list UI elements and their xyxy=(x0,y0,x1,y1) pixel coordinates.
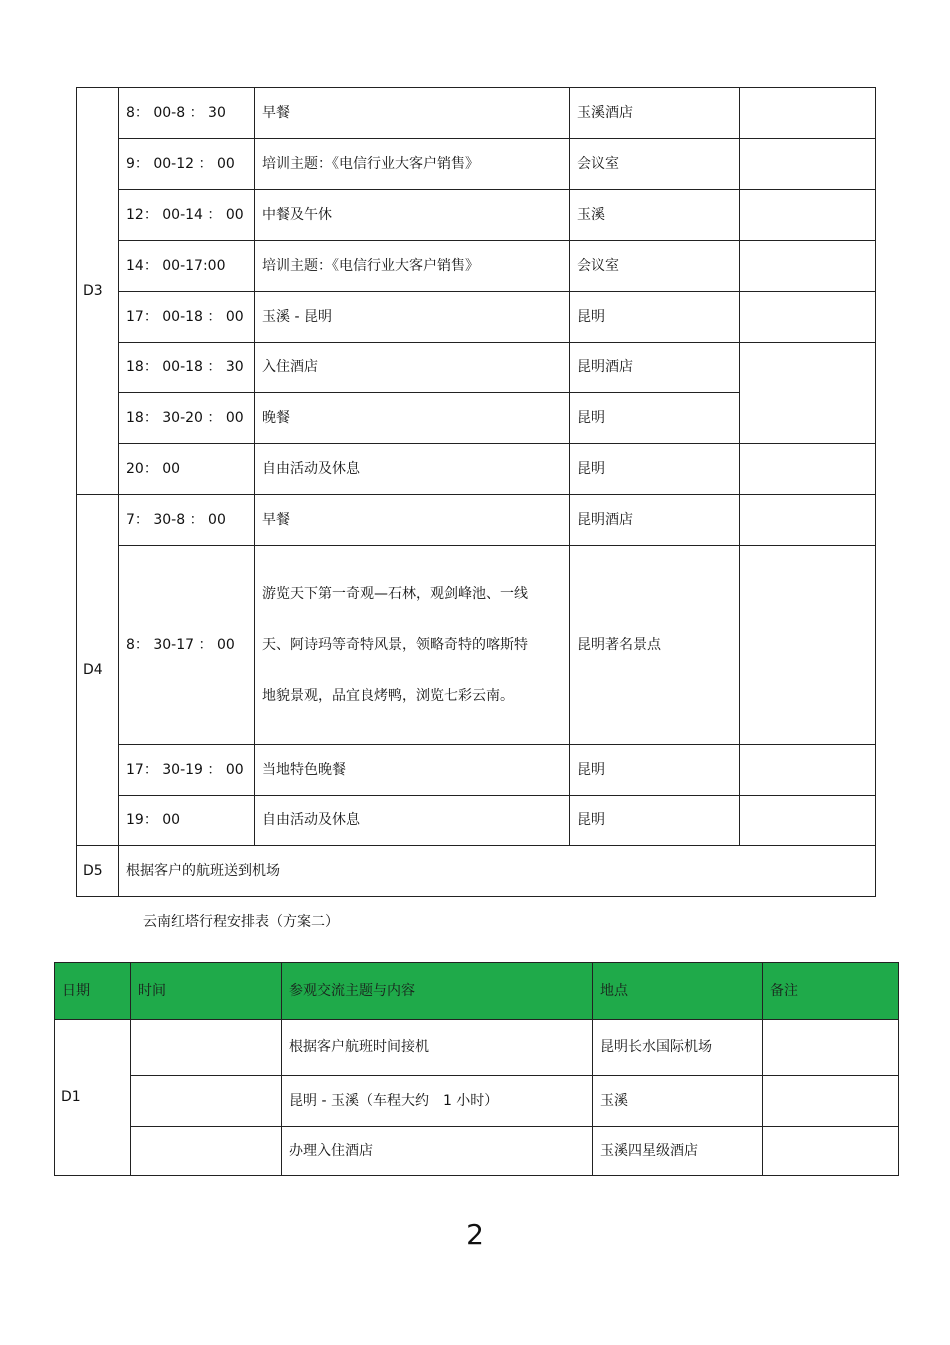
time-cell: 12： 00-14 ： 00 xyxy=(119,190,255,241)
time-cell xyxy=(131,1020,282,1076)
content-cell: 自由活动及休息 xyxy=(255,796,570,846)
note-cell xyxy=(740,444,876,495)
place-cell: 昆明 xyxy=(570,292,740,343)
header-time: 时间 xyxy=(131,963,282,1020)
note-cell xyxy=(740,190,876,241)
place-cell: 昆明 xyxy=(570,745,740,796)
time-cell: 8： 30-17 ： 00 xyxy=(119,546,255,745)
note-cell xyxy=(740,796,876,846)
place-cell: 昆明长水国际机场 xyxy=(593,1020,763,1076)
content-cell: 早餐 xyxy=(255,495,570,546)
note-cell xyxy=(740,139,876,190)
note-cell xyxy=(740,745,876,796)
note-cell xyxy=(763,1076,899,1127)
time-cell: 17： 00-18 ： 00 xyxy=(119,292,255,343)
content-cell: 根据客户航班时间接机 xyxy=(282,1020,593,1076)
itinerary-table-plan2 xyxy=(54,962,899,1176)
time-cell: 7： 30-8 ： 00 xyxy=(119,495,255,546)
time-cell: 8： 00-8 ： 30 xyxy=(119,88,255,139)
place-cell: 会议室 xyxy=(570,241,740,292)
content-cell: 入住酒店 xyxy=(255,343,570,393)
note-cell xyxy=(740,343,876,444)
place-cell: 昆明著名景点 xyxy=(570,546,740,745)
place-cell: 昆明酒店 xyxy=(570,343,740,393)
place-cell: 会议室 xyxy=(570,139,740,190)
content-cell: 中餐及午休 xyxy=(255,190,570,241)
content-cell: 晚餐 xyxy=(255,393,570,444)
day-cell-d5: D5 xyxy=(77,846,119,897)
note-cell xyxy=(740,495,876,546)
content-cell: 办理入住酒店 xyxy=(282,1127,593,1176)
time-cell: 18： 30-20 ： 00 xyxy=(119,393,255,444)
time-cell: 14： 00-17:00 xyxy=(119,241,255,292)
note-cell xyxy=(740,241,876,292)
place-cell: 玉溪四星级酒店 xyxy=(593,1127,763,1176)
content-cell: 玉溪 - 昆明 xyxy=(255,292,570,343)
day-cell-d4: D4 xyxy=(77,495,119,846)
note-cell xyxy=(740,88,876,139)
time-cell: 19： 00 xyxy=(119,796,255,846)
note-cell xyxy=(740,292,876,343)
header-note: 备注 xyxy=(763,963,899,1020)
place-cell: 昆明酒店 xyxy=(570,495,740,546)
itinerary-table-part1 xyxy=(76,87,876,897)
place-cell: 昆明 xyxy=(570,393,740,444)
place-cell: 昆明 xyxy=(570,444,740,495)
place-cell: 玉溪 xyxy=(593,1076,763,1127)
place-cell: 玉溪 xyxy=(570,190,740,241)
content-cell: 自由活动及休息 xyxy=(255,444,570,495)
table-caption: 云南红塔行程安排表（方案二） xyxy=(143,914,339,930)
day-cell-d3: D3 xyxy=(77,88,119,495)
time-cell: 9： 00-12 ： 00 xyxy=(119,139,255,190)
time-cell: 17： 30-19 ： 00 xyxy=(119,745,255,796)
header-content: 参观交流主题与内容 xyxy=(282,963,593,1020)
time-cell xyxy=(131,1076,282,1127)
note-cell xyxy=(763,1020,899,1076)
content-cell: 培训主题：《电信行业大客户销售》 xyxy=(255,241,570,292)
page-number: 2 xyxy=(466,1218,484,1251)
content-cell: 培训主题：《电信行业大客户销售》 xyxy=(255,139,570,190)
time-cell: 18： 00-18 ： 30 xyxy=(119,343,255,393)
note-cell xyxy=(740,546,876,745)
header-place: 地点 xyxy=(593,963,763,1020)
header-date: 日期 xyxy=(55,963,131,1020)
time-cell: 20： 00 xyxy=(119,444,255,495)
time-cell xyxy=(131,1127,282,1176)
note-cell xyxy=(763,1127,899,1176)
place-cell: 昆明 xyxy=(570,796,740,846)
content-cell: 根据客户的航班送到机场 xyxy=(119,846,876,897)
place-cell: 玉溪酒店 xyxy=(570,88,740,139)
content-cell: 昆明 - 玉溪（车程大约 1 小时） xyxy=(282,1076,593,1127)
day-cell-d1: D1 xyxy=(55,1020,131,1176)
content-cell: 早餐 xyxy=(255,88,570,139)
content-cell: 当地特色晚餐 xyxy=(255,745,570,796)
content-cell: 游览天下第一奇观—石林，观剑峰池、一线天、阿诗玛等奇特风景，领略奇特的喀斯特地貌景观，品宜良烤鸭，浏览七彩云南。 xyxy=(255,546,570,745)
